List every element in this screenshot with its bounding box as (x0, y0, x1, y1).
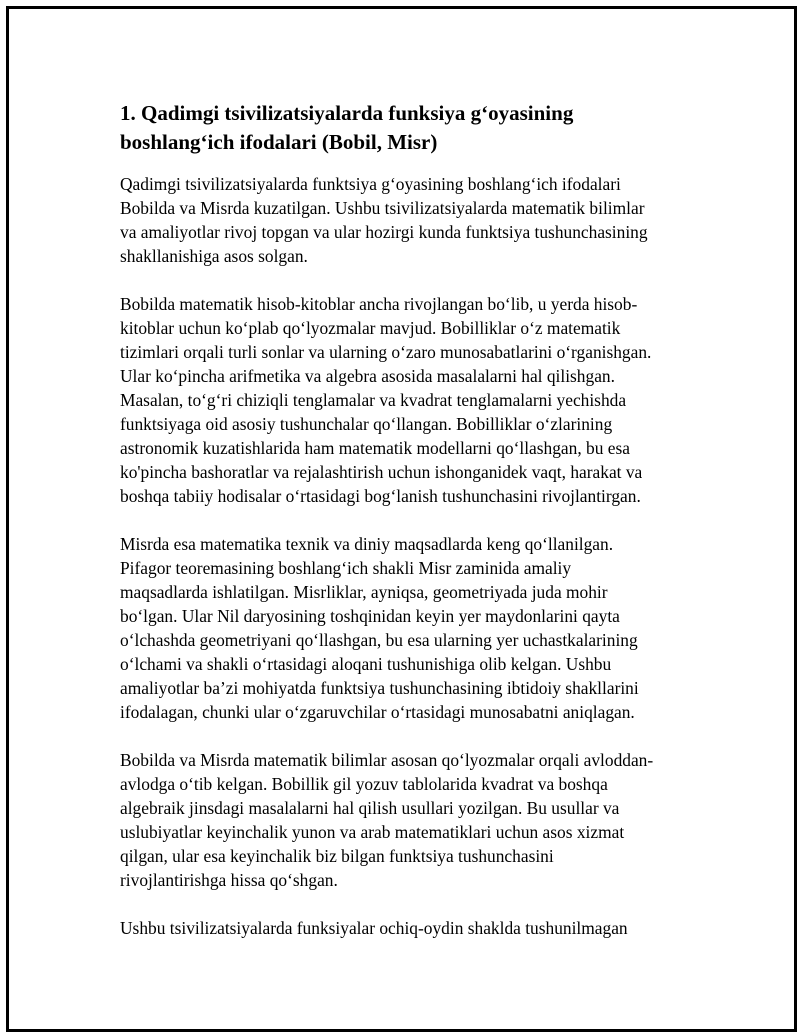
text-line: Misrda esa matematika texnik va diniy maqsadlarda keng qo‘llanilgan. (120, 534, 614, 554)
section-title-line: boshlang‘ich ifodalari (Bobil, Misr) (120, 130, 438, 154)
text-line: shakllanishiga asos solgan. (120, 246, 308, 266)
paragraph-babylon (120, 292, 710, 508)
text-line: Bobilda va Misrda kuzatilgan. Ushbu tsivilizatsiyalarda matematik bilimlar (120, 198, 645, 218)
text-line: ko'pincha bashoratlar va rejalashtirish uchun ishonganidek vaqt, harakat va (120, 462, 643, 482)
text-line: Masalan, to‘g‘ri chiziqli tenglamalar va kvadrat tenglamalarni yechishda (120, 390, 627, 410)
text-line: Bobilda va Misrda matematik bilimlar asosan qo‘lyozmalar orqali avloddan- (120, 750, 654, 770)
paragraph-conclusion (120, 916, 710, 940)
paragraph-egypt (120, 532, 710, 724)
text-line: Bobilda matematik hisob-kitoblar ancha rivojlangan bo‘lib, u yerda hisob- (120, 294, 638, 314)
paragraph-intro (120, 172, 710, 268)
text-line: Qadimgi tsivilizatsiyalarda funktsiya g‘oyasining boshlang‘ich ifodalari (120, 174, 621, 194)
text-line: o‘lchami va shakli o‘rtasidagi aloqani tushunishiga olib kelgan. Ushbu (120, 654, 612, 674)
text-line: astronomik kuzatishlarida ham matematik modellarni qo‘llashgan, bu esa (120, 438, 630, 458)
text-line: uslubiyatlar keyinchalik yunon va arab matematiklari uchun asos xizmat (120, 822, 625, 842)
text-line: algebraik jinsdagi masalalarni hal qilish usullari yozilgan. Bu usullar va (120, 798, 620, 818)
text-line: maqsadlarda ishlatilgan. Misrliklar, ayniqsa, geometriyada juda mohir (120, 582, 608, 602)
text-line: avlodga o‘tib kelgan. Bobillik gil yozuv tablolarida kvadrat va boshqa (120, 774, 608, 794)
text-line: Pifagor teoremasining boshlang‘ich shakli Misr zaminida amaliy (120, 558, 572, 578)
paragraph-transmission (120, 748, 710, 892)
text-line: qilgan, ular esa keyinchalik biz bilgan funktsiya tushunchasini (120, 846, 554, 866)
text-line: Ular ko‘pincha arifmetika va algebra asosida masalalarni hal qilishgan. (120, 366, 615, 386)
text-line: bo‘lgan. Ular Nil daryosining toshqinidan keyin yer maydonlarini qayta (120, 606, 620, 626)
page-frame (6, 6, 797, 1032)
text-line: funktsiyaga oid asosiy tushunchalar qo‘llangan. Bobilliklar o‘zlarining (120, 414, 613, 434)
text-line: tizimlari orqali turli sonlar va ularning o‘zaro munosabatlarini o‘rganishgan. (120, 342, 652, 362)
text-line: boshqa tabiiy hodisalar o‘rtasidagi bog‘lanish tushunchasini rivojlantirgan. (120, 486, 641, 506)
text-line: amaliyotlar ba’zi mohiyatda funktsiya tushunchasining ibtidoiy shakllarini (120, 678, 639, 698)
text-line: ifodalagan, chunki ular o‘zgaruvchilar o‘rtasidagi munosabatni aniqlagan. (120, 702, 635, 722)
text-line: Ushbu tsivilizatsiyalarda funksiyalar ochiq-oydin shaklda tushunilmagan (120, 918, 628, 938)
text-line: o‘lchashda geometriyani qo‘llashgan, bu esa ularning yer uchastkalarining (120, 630, 638, 650)
text-line: kitoblar uchun ko‘plab qo‘lyozmalar mavjud. Bobilliklar o‘z matematik (120, 318, 621, 338)
document-body (120, 99, 710, 964)
section-title-line: 1. Qadimgi tsivilizatsiyalarda funksiya g‘oyasining (120, 101, 574, 125)
section-title (120, 99, 710, 157)
text-line: rivojlantirishga hissa qo‘shgan. (120, 870, 338, 890)
text-line: va amaliyotlar rivoj topgan va ular hozirgi kunda funktsiya tushunchasining (120, 222, 648, 242)
